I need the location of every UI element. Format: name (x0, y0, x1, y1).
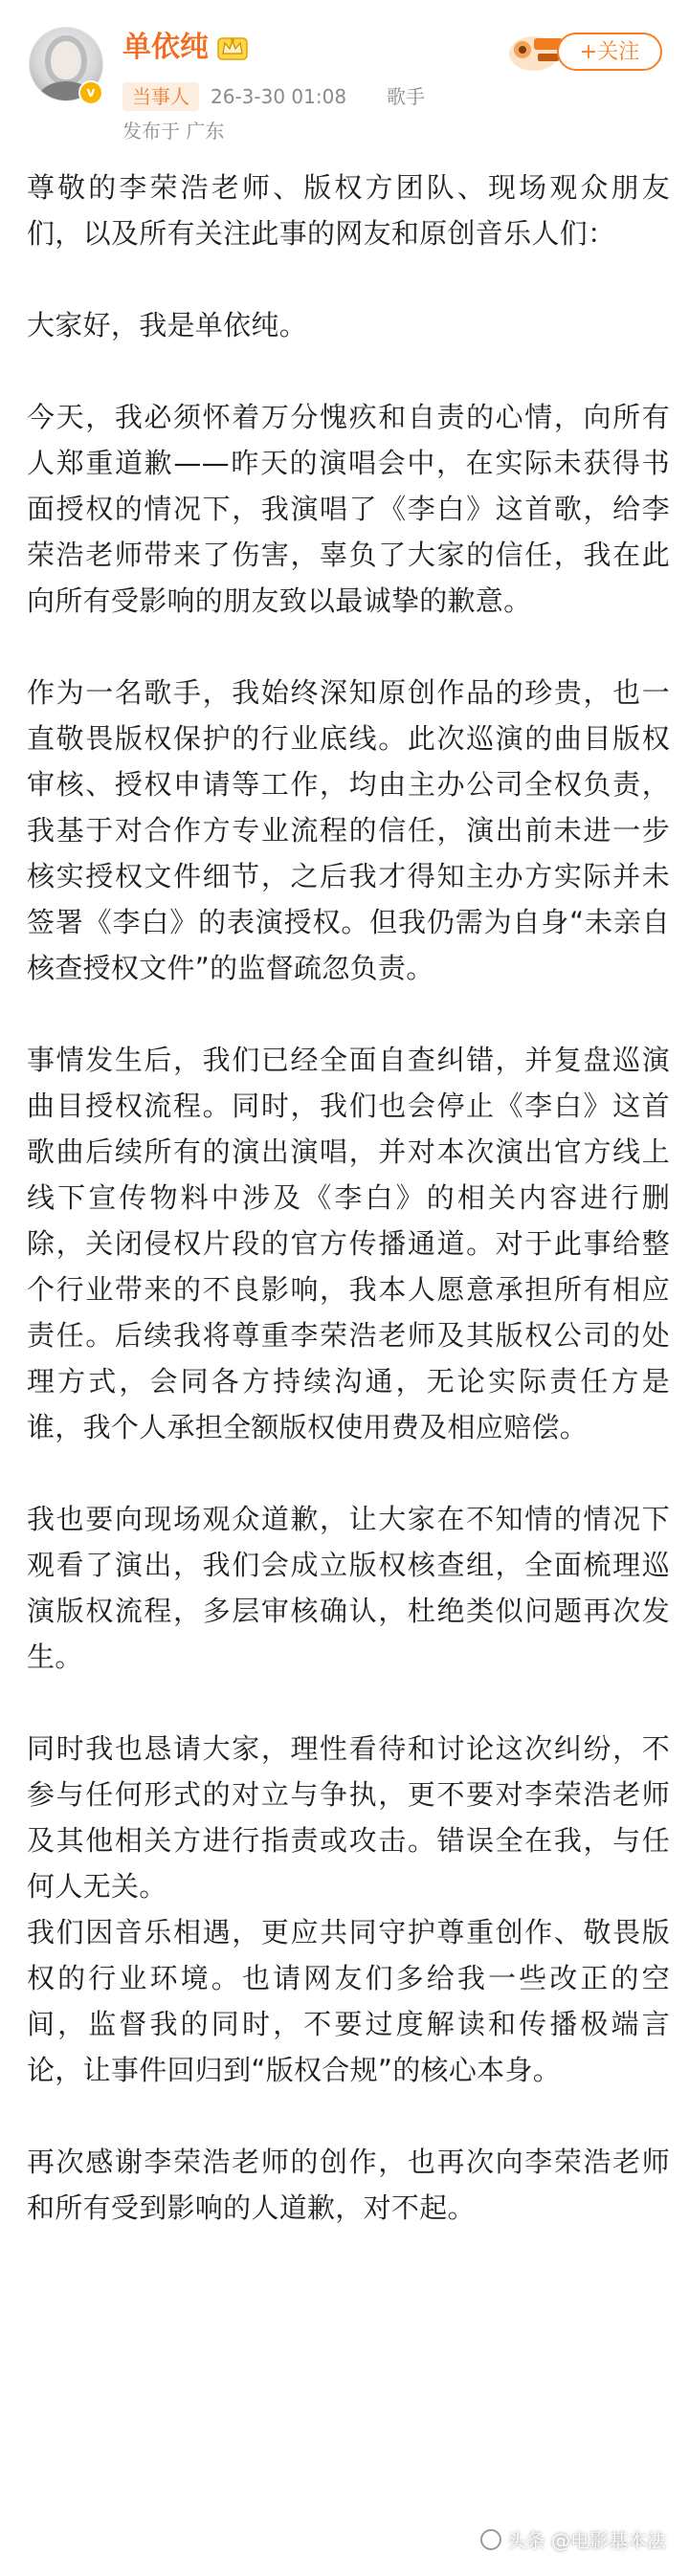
paragraph-remedy: 事情发生后，我们已经全面自查纠错，并复盘巡演曲目授权流程。同时，我们也会停止《李白》这首歌曲后续所有的演出演唱，并对本次演出官方线上线下宣传物料中涉及《李白》的相关内容进行删除，关闭侵权片段的官方传播通道。对于此事给整个行业带来的不良影响，我本人愿意承担所有相应责任。后续我将尊重李荣浩老师及其版权公司的处理方式，会同各方持续沟通，无论实际责任方是谁，我个人承担全额版权使用费及相应赔偿。 (27, 1044, 670, 1443)
watermark-logo-icon (480, 2529, 501, 2550)
paragraph-request: 同时我也恳请大家，理性看待和讨论这次纠纷，不参与任何形式的对立与争执，更不要对李荣浩老师及其他相关方进行指责或攻击。错误全在我，与任何人无关。 (27, 1732, 670, 1903)
follow-button[interactable]: +关注 (557, 33, 662, 71)
post-header (0, 0, 689, 153)
paragraph-copyright-environment: 我们因音乐相遇，更应共同守护尊重创作、敬畏版权的行业环境。也请网友们多给我一些改正的空间，监督我的同时，不要过度解读和传播极端言论，让事件回归到“版权合规”的核心本身。 (27, 1916, 670, 2086)
author-role: 歌手 (387, 85, 425, 108)
author-name[interactable]: 单依纯 (122, 31, 209, 64)
involved-party-tag: 当事人 (122, 82, 199, 111)
post-location: 发布于 广东 (122, 120, 225, 143)
post-body (27, 165, 670, 2277)
paragraph-explanation: 作为一名歌手，我始终深知原创作品的珍贵，也一直敬畏版权保护的行业底线。此次巡演的曲目版权审核、授权申请等工作，均由主办公司全权负责，我基于对合作方专业流程的信任，演出前未进一步核实授权文件细节，之后我才得知主办方实际并未签署《李白》的表演授权。但我仍需为自身“未亲自核查授权文件”的监督疏忽负责。 (27, 676, 670, 984)
crown-member-icon (216, 33, 249, 61)
post-time: 26-3-30 01:08 (211, 85, 347, 108)
paragraph-salutation: 尊敬的李荣浩老师、版权方团队、现场观众朋友们，以及所有关注此事的网友和原创音乐人们： (27, 171, 670, 250)
avatar-face-shape (51, 41, 81, 79)
watermark (480, 2525, 666, 2553)
watermark-text: 头条 @电影基本法 (506, 2529, 666, 2552)
paragraph-apology: 今天，我必须怀着万分愧疚和自责的心情，向所有人郑重道歉——昨天的演唱会中，在实际未获得书面授权的情况下，我演唱了《李白》这首歌，给李荣浩老师带来了伤害，辜负了大家的信任，我在此向所有受影响的朋友致以最诚挚的歉意。 (27, 401, 670, 617)
paragraph-greeting: 大家好，我是单依纯。 (27, 309, 308, 341)
verified-badge-icon: v (78, 80, 103, 105)
paragraph-audience-apology: 我也要向现场观众道歉，让大家在不知情的情况下观看了演出，我们会成立版权核查组，全面梳理巡演版权流程，多层审核确认，杜绝类似问题再次发生。 (27, 1503, 670, 1673)
paragraph-closing: 再次感谢李荣浩老师的创作，也再次向李荣浩老师和所有受到影响的人道歉，对不起。 (27, 2146, 670, 2224)
